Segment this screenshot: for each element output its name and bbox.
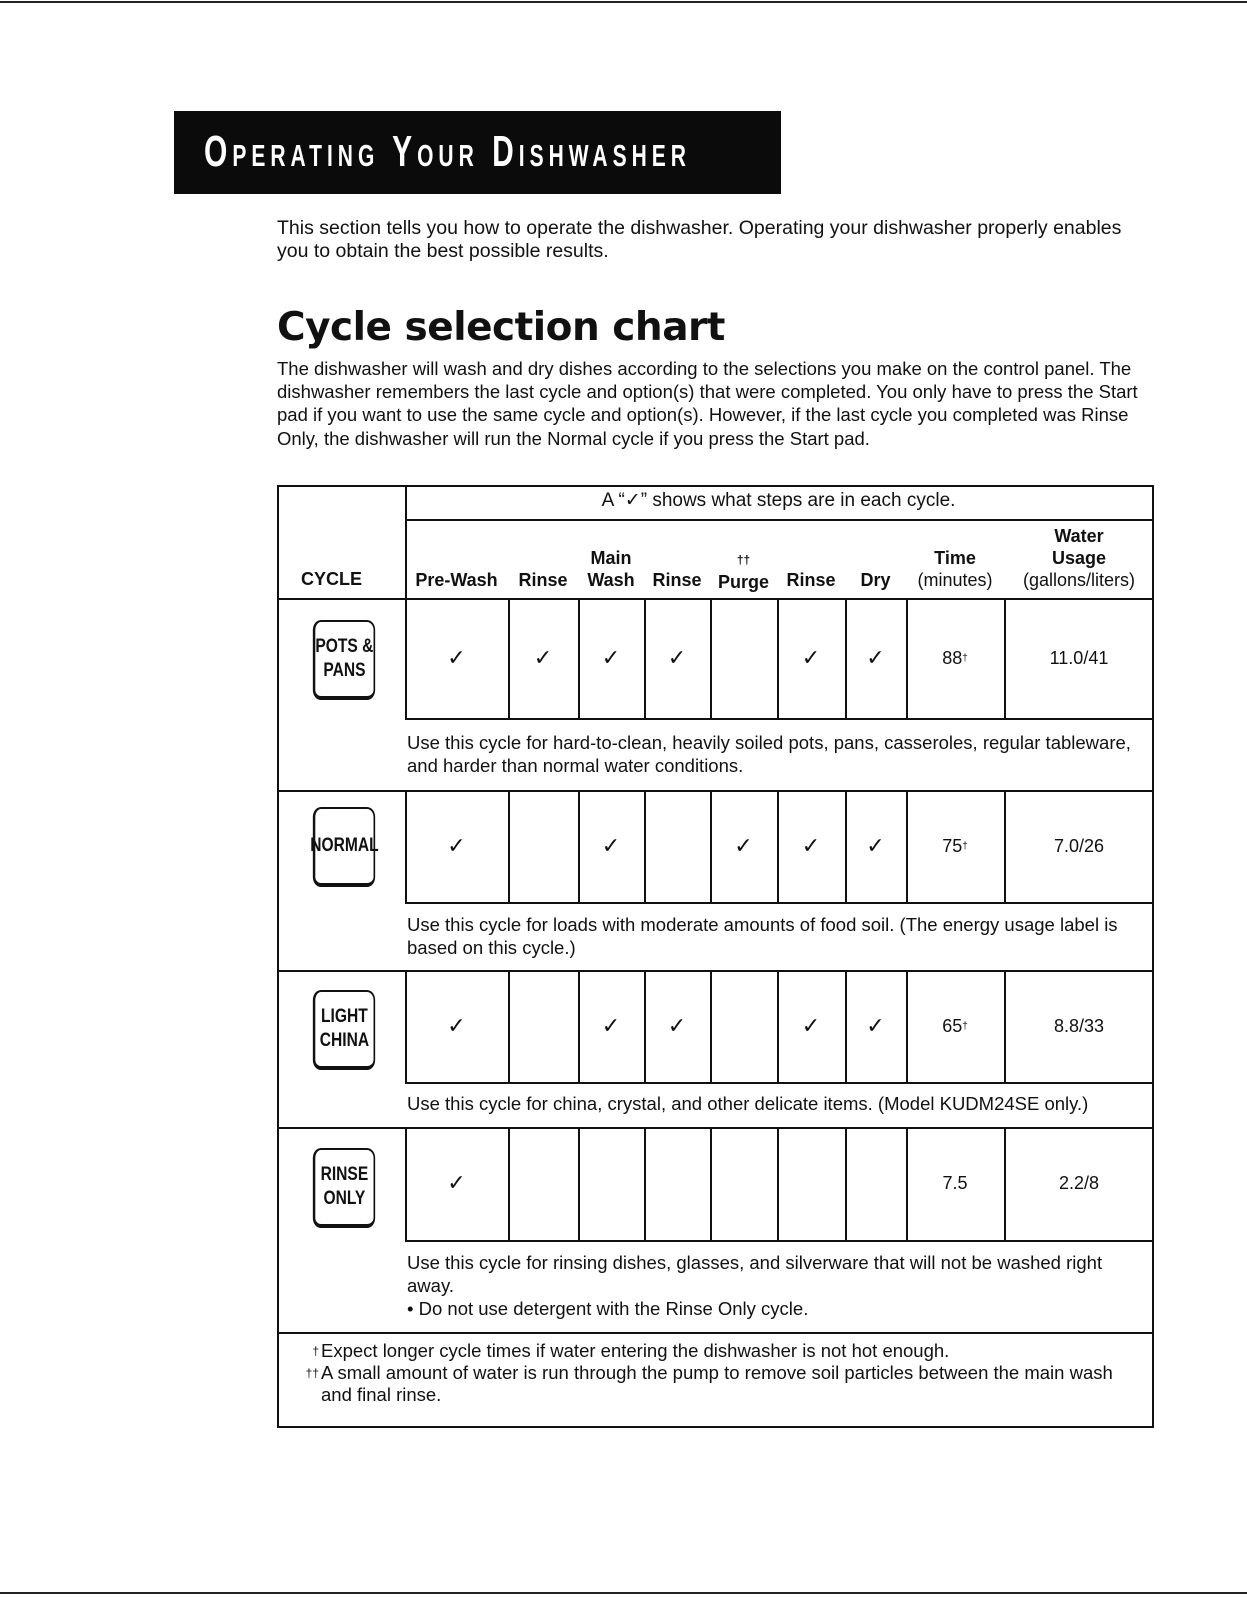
footnotes (300, 1340, 1145, 1406)
step-check-icon: ✓ (866, 833, 885, 859)
col-header-dry: Dry (860, 570, 891, 590)
col-header-prewash: Pre-Wash (415, 570, 498, 590)
step-check-icon: ✓ (447, 833, 466, 859)
step-check-icon: ✓ (601, 1013, 621, 1039)
cycle-time: 88 † (942, 647, 968, 668)
col-header-time: Time (minutes) (917, 548, 993, 590)
banner-title: Operating Your Dishwasher (204, 127, 691, 176)
table-rule (508, 1127, 510, 1240)
table-rule (405, 902, 1154, 904)
section-banner (174, 111, 781, 194)
cycle-description: Use this cycle for hard-to-clean, heavily soiled pots, pans, casseroles, regular tableware, and harder than normal water conditions. (407, 732, 1131, 776)
col-header-main-wash: Main Wash (587, 548, 635, 590)
table-rule (578, 1127, 580, 1240)
table-rule (710, 598, 712, 718)
bullet-note: • Do not use detergent with the Rinse Only cycle. (407, 1298, 809, 1319)
table-rule (508, 790, 510, 902)
cycle-description: Use this cycle for loads with moderate amounts of food soil. (The energy usage label is based on this cycle.) (407, 914, 1118, 958)
table-rule (277, 1332, 1154, 1334)
table-rule (405, 519, 1154, 521)
cycle-button-2: LIGHT CHINA (313, 990, 375, 1070)
col-header-rinse-1: Rinse (518, 570, 568, 590)
water-usage: 7.0/26 (1053, 835, 1105, 856)
water-usage: 11.0/41 (1049, 647, 1109, 668)
step-check-icon: ✓ (801, 1013, 821, 1039)
col-header-water: Water Usage (gallons/liters) (1022, 526, 1136, 590)
page-title: Cycle selection chart (277, 305, 725, 350)
step-check-icon: ✓ (801, 645, 821, 671)
table-rule (644, 790, 646, 902)
section-paragraph: The dishwasher will wash and dry dishes according to the selections you make on the control panel. The dishwasher remembers the last cycle and option(s) that were completed. You only have to press the Start pad if you want to use the same cycle and option(s). However, if the last cycle you completed was Rinse Only, the dishwasher will run the Normal cycle if you press the Start pad. (277, 358, 1138, 449)
col-header-rinse-2: Rinse (652, 570, 702, 590)
step-check-icon: ✓ (866, 1013, 885, 1039)
step-check-icon: ✓ (447, 1171, 466, 1196)
cycle-time: 65 † (942, 1015, 968, 1036)
water-usage: 8.8/33 (1053, 1015, 1105, 1036)
col-header-rinse-3: Rinse (786, 570, 836, 590)
step-check-icon: ✓ (601, 833, 621, 859)
cycle-button-1: NORMAL (313, 807, 375, 887)
step-check-icon: ✓ (667, 645, 687, 671)
footnote: †† A small amount of water is run through the pump to remove soil particles between the main wash and final rinse. (305, 1362, 1113, 1405)
table-caption: A “✓” shows what steps are in each cycle. (601, 490, 956, 511)
step-check-icon: ✓ (601, 645, 621, 671)
step-check-icon: ✓ (667, 1013, 687, 1039)
col-header-purge: †† Purge (717, 553, 769, 592)
step-check-icon: ✓ (447, 1013, 466, 1039)
table-rule (845, 1127, 847, 1240)
cycle-button-0: POTS & PANS (313, 620, 375, 700)
table-rule (710, 1127, 712, 1240)
intro-paragraph: This section tells you how to operate the dishwasher. Operating your dishwasher properly enables you to obtain the best possible results. (277, 217, 1122, 262)
table-rule (508, 970, 510, 1082)
table-rule (777, 1127, 779, 1240)
cycle-button-3: RINSE ONLY (313, 1148, 375, 1228)
table-rule (405, 1082, 1154, 1084)
table-rule (644, 1127, 646, 1240)
cycle-column-header: CYCLE (301, 569, 363, 589)
footnote: † Expect longer cycle times if water entering the dishwasher is not hot enough. (312, 1340, 950, 1361)
water-usage: 2.2/8 (1058, 1173, 1100, 1193)
step-check-icon: ✓ (734, 833, 753, 859)
table-rule (710, 970, 712, 1082)
table-rule (405, 718, 1154, 720)
step-check-icon: ✓ (866, 645, 885, 671)
cycle-time: 75 † (942, 835, 968, 856)
cycle-description: Use this cycle for china, crystal, and other delicate items. (Model KUDM24SE only.) (407, 1093, 1089, 1114)
table-rule (405, 1240, 1154, 1242)
step-check-icon: ✓ (533, 645, 553, 671)
bottom-rule (0, 1592, 1247, 1594)
cycle-description: Use this cycle for rinsing dishes, glasses, and silverware that will not be washed right away. • Do not use detergent with the Rinse Only cycle. (407, 1251, 1147, 1320)
step-check-icon: ✓ (447, 645, 466, 671)
cycle-time: 7.5 (942, 1173, 968, 1193)
top-rule (0, 1, 1247, 3)
step-check-icon: ✓ (801, 833, 821, 859)
